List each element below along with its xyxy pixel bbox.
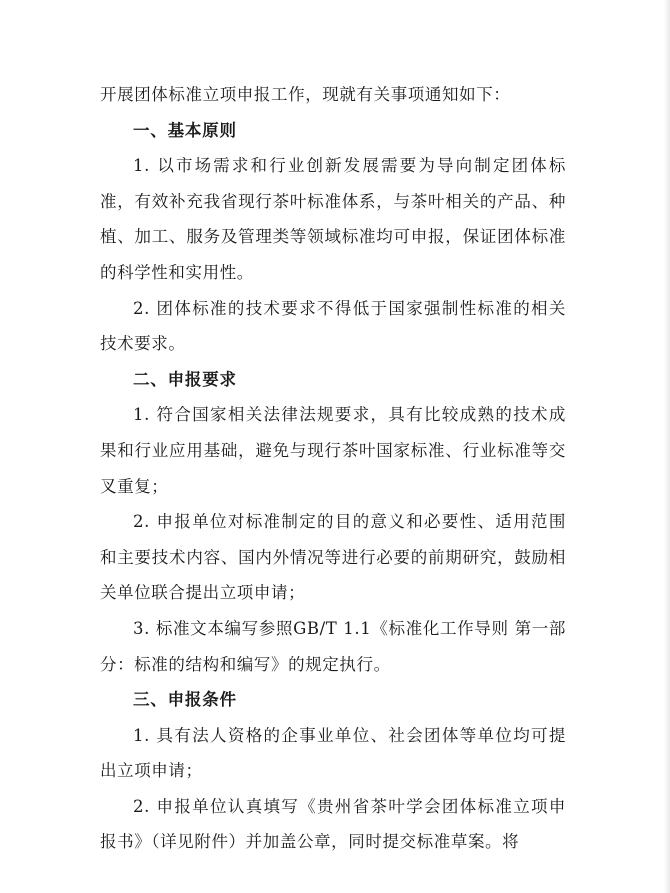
intro-paragraph: 开展团体标准立项申报工作，现就有关事项通知如下： (100, 85, 511, 104)
requirement-item-1: 1. 符合国家相关法律法规要求，具有比较成熟的技术成果和行业应用基础，避免与现行茶叶国家标准、行业标准等交叉重复； (100, 405, 566, 496)
principle-item-2: 2. 团体标准的技术要求不得低于国家强制性标准的相关技术要求。 (100, 298, 566, 354)
requirement-item-2: 2. 申报单位对标准制定的目的意义和必要性、适用范围和主要技术内容、国内外情况等进行必要的前期研究，鼓励相关单位联合提出立项申请； (100, 512, 566, 603)
section-heading-application-conditions: 三、申报条件 (133, 690, 237, 710)
condition-item-1: 1. 具有法人资格的企事业单位、社会团体等单位均可提出立项申请； (100, 725, 566, 781)
document-body (100, 77, 566, 860)
requirement-item-3: 3. 标准文本编写参照GB/T 1.1《标准化工作导则 第一部分：标准的结构和编写》的规定执行。 (100, 618, 566, 674)
page-edge-shadow (664, 0, 670, 893)
section-heading-basic-principles: 一、基本原则 (133, 120, 237, 140)
section-heading-application-requirements: 二、申报要求 (133, 369, 237, 389)
condition-item-2: 2. 申报单位认真填写《贵州省茶叶学会团体标准立项申报书》（详见附件）并加盖公章，同时提交标准草案。将 (100, 796, 566, 852)
principle-item-1: 1. 以市场需求和行业创新发展需要为导向制定团体标准，有效补充我省现行茶叶标准体系，与茶叶相关的产品、种植、加工、服务及管理类等领域标准均可申报，保证团体标准的科学性和实用性。 (100, 156, 566, 282)
